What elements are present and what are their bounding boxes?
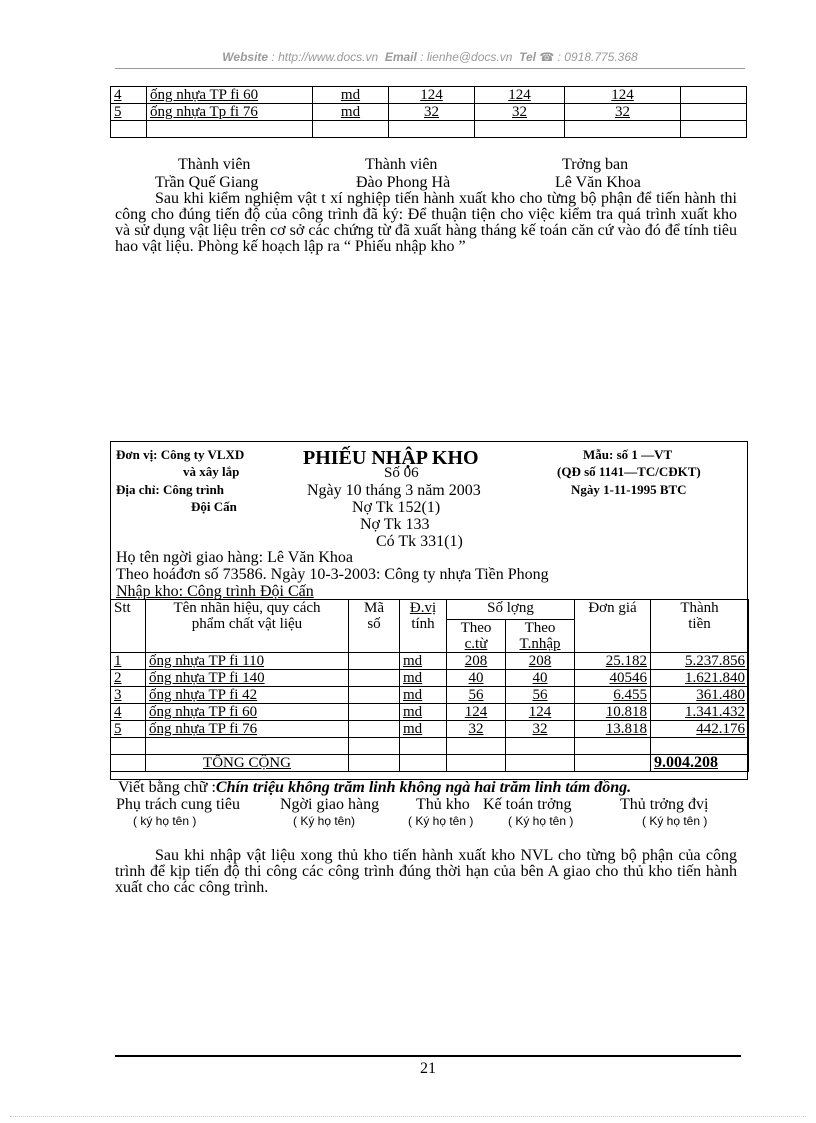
cell-price: 25.182	[575, 653, 651, 670]
header-price: Đơn giá	[575, 600, 651, 653]
form-title: PHIẾU NHẬP KHO	[303, 447, 479, 469]
cell-unit: md	[400, 687, 447, 704]
debit-account-1: Nợ Tk 152(1)	[352, 499, 441, 516]
signature-name-2: Đào Phong Hà	[356, 174, 451, 191]
cell-price: 13.818	[575, 721, 651, 738]
receipt-form	[110, 441, 748, 780]
role-note-5: ( Ký họ tên )	[642, 814, 708, 828]
debit-account-2: Nợ Tk 133	[360, 516, 430, 533]
signature-name-3: Lê Văn Khoa	[555, 174, 641, 191]
role-note-3: ( Ký họ tên )	[408, 814, 474, 828]
cell-code	[349, 721, 400, 738]
table-row	[111, 653, 749, 670]
amount-in-words-label: Viết bằng chữ :	[118, 779, 216, 796]
cell-unit: md	[313, 104, 389, 121]
cell-price: 10.818	[575, 704, 651, 721]
address-line-1: Địa chỉ: Công trình	[116, 482, 224, 497]
cell-qty: 124	[389, 87, 475, 104]
table-row	[111, 687, 749, 704]
table-header-row	[111, 600, 749, 620]
cell-qty: 124	[565, 87, 681, 104]
role-storekeeper: Thủ kho	[416, 796, 470, 813]
cell-stt: 1	[111, 653, 146, 670]
table-row	[111, 670, 749, 687]
cell-code	[349, 687, 400, 704]
cell-name: ống nhựa Tp fi 76	[147, 104, 313, 121]
warehouse-line: Nhập kho: Công trình Đội Cấn	[116, 583, 314, 600]
email-label: Email	[384, 50, 417, 64]
form-date: Ngày 10 tháng 3 năm 2003	[307, 482, 481, 499]
cell-price: 40546	[575, 670, 651, 687]
cell-unit: md	[400, 721, 447, 738]
decision-date: Ngày 1-11-1995 BTC	[571, 482, 687, 497]
cell-qty: 32	[565, 104, 681, 121]
form-code: Mẫu: số 1 —VT	[583, 447, 673, 462]
cell-qty-doc: 124	[447, 704, 506, 721]
form-number: Số 06	[384, 465, 419, 481]
decision-number: (QĐ số 1141—TC/CĐKT)	[557, 464, 701, 479]
cell-qty-real: 56	[506, 687, 575, 704]
header-quantity: Số lợng	[447, 600, 575, 620]
invoice-line: Theo hoáđơn số 73586. Ngày 10-3-2003: Công ty nhựa Tiền Phong	[116, 566, 549, 583]
cell-qty-real: 32	[506, 721, 575, 738]
table-row	[111, 704, 749, 721]
header-name: Tên nhãn hiệu, quy cách phẩm chất vật liệu	[146, 600, 349, 653]
role-deliverer: Ngời giao hàng	[280, 796, 380, 813]
role-note-1: ( ký họ tên )	[133, 814, 197, 828]
amount-in-words	[118, 779, 631, 797]
cell-empty	[681, 87, 747, 104]
cell-amount: 1.341.432	[651, 704, 749, 721]
email-value: : lienhe@docs.vn	[420, 50, 513, 64]
signature-title-1: Thành viên	[178, 156, 251, 173]
cell-unit: md	[313, 87, 389, 104]
unit-line-2: và xây lắp	[183, 464, 240, 479]
cell-qty-doc: 56	[447, 687, 506, 704]
role-note-2: ( Ký họ tên)	[293, 814, 356, 828]
cell-amount: 1.621.840	[651, 670, 749, 687]
tel-label: Tel	[519, 50, 536, 64]
cell-qty-real: 208	[506, 653, 575, 670]
role-chief-accountant: Kế toán trởng	[483, 796, 572, 813]
role-director: Thủ trởng đvị	[620, 796, 709, 813]
cell-stt: 5	[111, 104, 147, 121]
page-number: 21	[420, 1060, 436, 1077]
top-table	[110, 86, 747, 138]
cell-name: ống nhựa TP fi 42	[146, 687, 349, 704]
cell-name: ống nhựa TP fi 110	[146, 653, 349, 670]
cell-stt: 4	[111, 704, 146, 721]
cell-code	[349, 704, 400, 721]
signature-title-3: Trởng ban	[562, 156, 629, 173]
role-note-4: ( Ký họ tên )	[508, 814, 574, 828]
phone-icon: ☎	[539, 50, 555, 64]
cell-qty: 32	[389, 104, 475, 121]
header-code: Mã số	[349, 600, 400, 653]
cell-unit: md	[400, 704, 447, 721]
cell-stt: 5	[111, 721, 146, 738]
header-rule	[115, 68, 745, 69]
bottom-border	[10, 1116, 806, 1117]
header-stt: Stt	[111, 600, 146, 653]
cell-stt: 3	[111, 687, 146, 704]
tel-value: : 0918.775.368	[557, 50, 638, 64]
cell-unit: md	[400, 670, 447, 687]
table-row-empty	[111, 738, 749, 755]
cell-stt: 4	[111, 87, 147, 104]
deliverer-line: Họ tên ngời giao hàng: Lê Văn Khoa	[116, 549, 353, 566]
cell-qty-doc: 40	[447, 670, 506, 687]
address-line-2: Đội Cấn	[191, 499, 237, 514]
cell-name: ống nhựa TP fi 76	[146, 721, 349, 738]
cell-qty-real: 40	[506, 670, 575, 687]
table-row	[111, 721, 749, 738]
header-amount: Thành tiền	[651, 600, 749, 653]
header-unit: Đ.vị tính	[400, 600, 447, 653]
cell-qty-real: 124	[506, 704, 575, 721]
cell-stt: 2	[111, 670, 146, 687]
cell-code	[349, 653, 400, 670]
receipt-table	[110, 599, 749, 772]
header-qty-real: Theo T.nhập	[506, 620, 575, 653]
cell-qty-doc: 208	[447, 653, 506, 670]
cell-qty: 124	[475, 87, 565, 104]
paragraph-2: Sau khi nhập vật liệu xong thủ kho tiến hành xuất kho NVL cho từng bộ phận của công trình để kịp tiến độ thi công các công trình đúng thời hạn của bên A giao cho thủ kho tiến hành xuất cho các công trình.	[115, 847, 737, 896]
cell-name: ống nhựa TP fi 60	[147, 87, 313, 104]
cell-qty: 32	[475, 104, 565, 121]
cell-unit: md	[400, 653, 447, 670]
website-label: Website	[222, 50, 269, 64]
cell-amount: 442.176	[651, 721, 749, 738]
website-value: : http://www.docs.vn	[271, 50, 379, 64]
amount-in-words-value: Chín triệu không trăm linh không ngà hai trăm linh tám đồng.	[215, 779, 632, 796]
cell-name: ống nhựa TP fi 60	[146, 704, 349, 721]
paragraph-1: Sau khi kiểm nghiệm vật t xí nghiệp tiến hành xuất kho cho từng bộ phận để tiến hành thi công cho đúng tiến độ của công trình đã ký: Để thuận tiện cho việc kiểm tra quá trình xuất kho và sử dụng vật liệu trên cơ sở các chứng từ đã xuất hàng tháng kế toán căn cứ vào đó để tính tiêu hao vật liệu. Phòng kế hoạch lập ra “ Phiếu nhập kho ”	[115, 190, 737, 255]
role-supply: Phụ trách cung tiêu	[116, 796, 240, 813]
signature-title-2: Thành viên	[365, 156, 438, 173]
page-header	[115, 50, 745, 64]
unit-line-1: Đơn vị: Công ty VLXD	[116, 447, 245, 462]
total-row	[111, 755, 749, 772]
cell-code	[349, 670, 400, 687]
table-row	[111, 121, 747, 138]
cell-price: 6.455	[575, 687, 651, 704]
credit-account: Có Tk 331(1)	[376, 533, 463, 550]
header-qty-doc: Theo c.từ	[447, 620, 506, 653]
cell-empty	[681, 104, 747, 121]
signature-name-1: Trần Quế Giang	[155, 174, 259, 191]
cell-name: ống nhựa TP fi 140	[146, 670, 349, 687]
table-row	[111, 87, 747, 104]
cell-qty-doc: 32	[447, 721, 506, 738]
cell-amount: 5.237.856	[651, 653, 749, 670]
cell-amount: 361.480	[651, 687, 749, 704]
total-value: 9.004.208	[651, 755, 749, 772]
table-row	[111, 104, 747, 121]
total-label: TỔNG CỘNG	[146, 755, 349, 772]
footer-rule	[115, 1055, 741, 1057]
